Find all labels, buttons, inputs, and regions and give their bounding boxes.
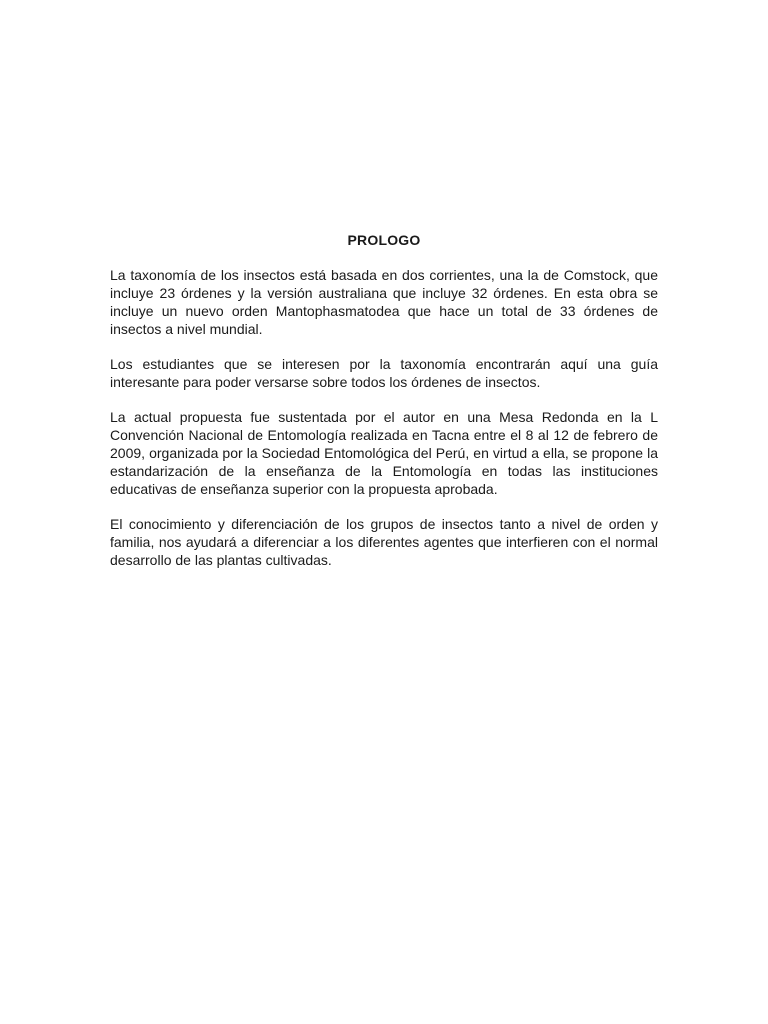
paragraph-taxonomia: La taxonomía de los insectos está basada en dos corrientes, una la de Comstock, que incluye 23 órdenes y la versión australiana que incluye 32 órdenes. En esta obra se incluye un nuevo orden Mantophasmatodea que hace un total de 33 órdenes de insectos a nivel mundial. — [110, 267, 658, 337]
paragraph-conocimiento: El conocimiento y diferenciación de los grupos de insectos tanto a nivel de orden y familia, nos ayudará a diferenciar a los diferentes agentes que interfieren con el normal desarrollo de las plantas cultivadas. — [110, 516, 658, 568]
page-title: PROLOGO — [347, 232, 421, 248]
document-body — [110, 231, 658, 586]
paragraph-propuesta: La actual propuesta fue sustentada por el autor en una Mesa Redonda en la L Convención Nacional de Entomología realizada en Tacna entre el 8 al 12 de febrero de 2009, organizada por la Sociedad Entomológica del Perú, en virtud a ella, se propone la estandarización de la enseñanza de la Entomología en todas las instituciones educativas de enseñanza superior con la propuesta aprobada. — [110, 409, 658, 497]
paragraph-estudiantes: Los estudiantes que se interesen por la taxonomía encontrarán aquí una guía interesante para poder versarse sobre todos los órdenes de insectos. — [110, 356, 658, 390]
